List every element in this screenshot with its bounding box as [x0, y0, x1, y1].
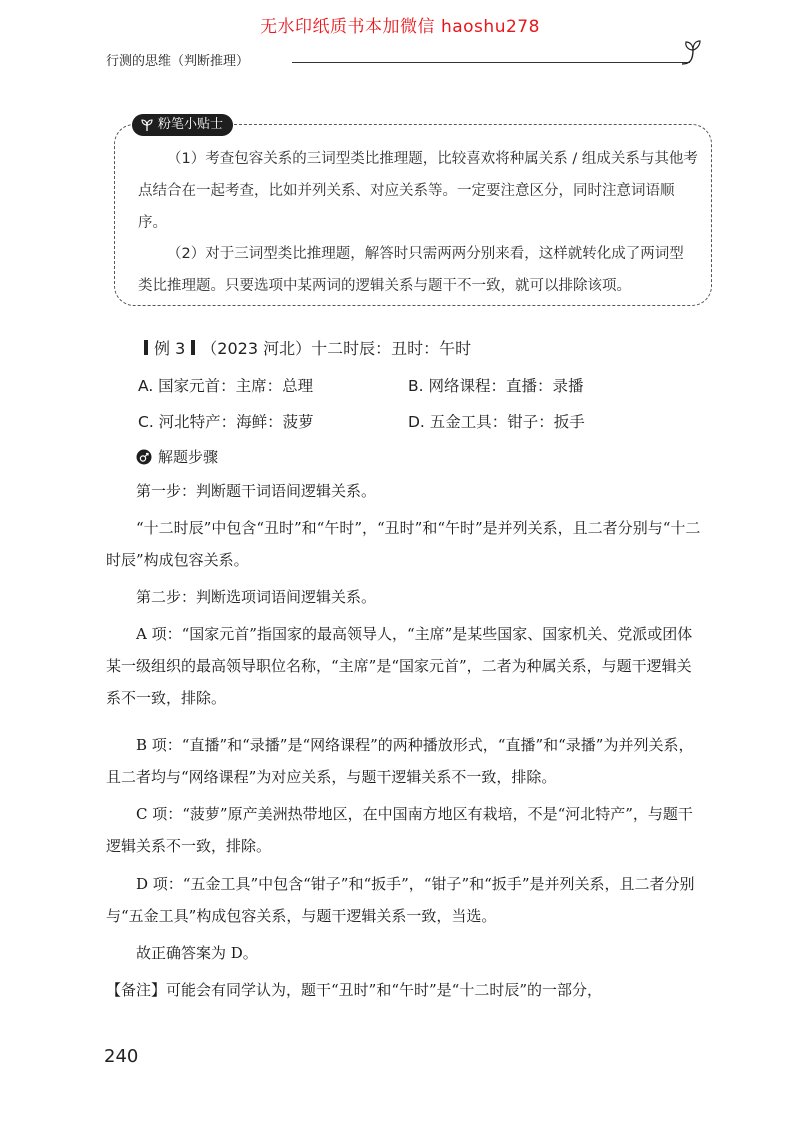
- example-stem: （2023 河北）十二时辰：丑时：午时: [201, 339, 472, 358]
- option-b: B. 网络课程：直播：录播: [408, 377, 584, 395]
- tip-paragraph-text: （2）对于三词型类比推理题，解答时只需两两分别来看，这样就转化成了两词型类比推理题。只要选项中某两词的逻辑关系与题干不一致，就可以排除该项。: [138, 246, 684, 294]
- tip-paragraph-text: （1）考查包容关系的三词型类比推理题，比较喜欢将种属关系 / 组成关系与其他考点结合在一起考查，比如并列关系、对应关系等。一定要注意区分，同时注意词语顺序。: [138, 151, 698, 231]
- option-a: A. 国家元首：主席：总理: [138, 377, 314, 395]
- example-label: 例 3: [154, 339, 186, 358]
- tip-paragraph-1: [138, 143, 698, 239]
- body-paragraph: [106, 798, 704, 862]
- sprout-icon: [140, 118, 154, 132]
- body-paragraph: [106, 974, 704, 1006]
- body-paragraph-text: “十二时辰”中包含“丑时”和“午时”，“丑时”和“午时”是并列关系，且二者分别与“十二时辰”构成包容关系。: [106, 519, 701, 569]
- body-paragraph-text: D 项：“五金工具”中包含“钳子”和“扳手”，“钳子”和“扳手”是并列关系，且二者分别与“五金工具”构成包容关系，与题干逻辑关系一致，当选。: [106, 875, 695, 925]
- steps-heading: [136, 446, 218, 467]
- page-number: 240: [104, 1046, 139, 1067]
- body-paragraph-text: C 项：“菠萝”原产美洲热带地区，在中国南方地区有栽培，不是“河北特产”，与题干逻辑关系不一致，排除。: [106, 805, 693, 855]
- header-rule: [292, 62, 690, 63]
- body-paragraph-text: 第二步：判断选项词语间逻辑关系。: [136, 588, 377, 606]
- sprout-icon: [678, 36, 708, 66]
- watermark-text: 无水印纸质书本加微信 haoshu278: [260, 17, 540, 37]
- body-paragraph: [106, 618, 704, 714]
- example-bar-right: [191, 340, 195, 355]
- body-paragraph: [106, 581, 704, 613]
- body-paragraph-text: 故正确答案为 D。: [136, 944, 258, 962]
- example-bar-left: [144, 340, 148, 355]
- body-paragraph-text: 【备注】可能会有同学认为，题干“丑时”和“午时”是“十二时辰”的一部分，: [106, 981, 603, 999]
- body-paragraph-text: B 项：“直播”和“录播”是“网络课程”的两种播放形式，“直播”和“录播”为并列关系，且二者均与“网络课程”为对应关系，与题干逻辑关系不一致，排除。: [106, 736, 694, 786]
- body-paragraph-text: A 项：“国家元首”指国家的最高领导人，“主席”是某些国家、国家机关、党派或团体某一级组织的最高领导职位名称，“主席”是“国家元首”，二者为种属关系，与题干逻辑关系不一致，排除。: [106, 625, 693, 707]
- tip-paragraph-2: [138, 238, 698, 302]
- solution-steps-icon: [136, 449, 152, 465]
- running-head: 行测的思维（判断推理）: [106, 54, 250, 69]
- option-d: D. 五金工具：钳子：扳手: [408, 413, 585, 431]
- body-paragraph: [106, 729, 704, 793]
- body-paragraph-text: 第一步：判断题干词语间逻辑关系。: [136, 482, 377, 500]
- option-c: C. 河北特产：海鲜：菠萝: [138, 413, 314, 431]
- example-heading: [138, 336, 471, 359]
- body-paragraph: [106, 475, 704, 507]
- tip-label: [132, 114, 233, 136]
- body-paragraph: [106, 937, 704, 969]
- body-paragraph: [106, 512, 704, 576]
- tip-label-text: 粉笔小贴士: [158, 117, 224, 132]
- body-paragraph: [106, 868, 704, 932]
- steps-heading-text: 解题步骤: [158, 448, 219, 466]
